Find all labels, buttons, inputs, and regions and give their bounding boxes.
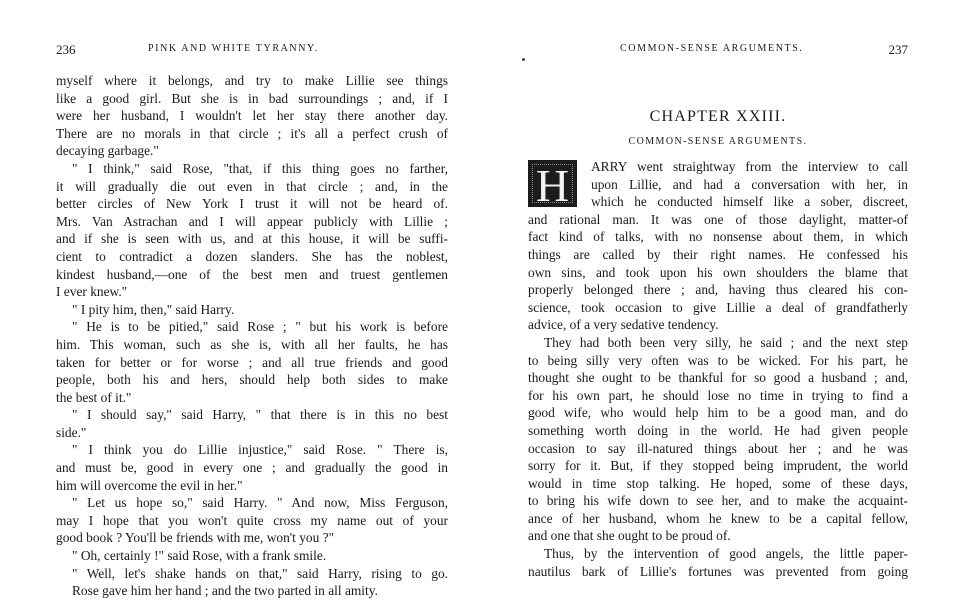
text-line: ance of her husband, whom he knew to be a capital fellow, (528, 510, 908, 526)
text-line: ARRY went straightway from the interview to call (591, 159, 908, 174)
text-line: kindest husband,—one of the best men and truest gentlemen (56, 266, 448, 282)
text-line: and must be, good in every one ; and gradually the good in (56, 460, 448, 476)
running-head (528, 42, 908, 58)
text-line: good wife, who would help him to be a good man, and do (528, 405, 908, 421)
text-line: and one that she ought to be proud of. (528, 528, 731, 544)
chapter-title: CHAPTER XXIII. (649, 108, 787, 125)
text-line: " He is to be pitied," said Rose ; " but his work is before (72, 319, 448, 335)
running-title: PINK AND WHITE TYRANNY. (148, 43, 319, 54)
text-line: " I pity him, then," said Harry. (72, 301, 235, 317)
text-line: things are called by their right names. He confessed his (528, 246, 908, 262)
text-line: better circles of New York I trust it will not be heard of. (56, 196, 448, 212)
page-number: 236 (56, 42, 76, 57)
text-line: thought she ought to be thankful for so good a husband ; and, (528, 370, 908, 386)
text-line: " Let us hope so," said Harry. " And now, Miss Ferguson, (72, 495, 448, 511)
text-line: science, took occasion to give Lillie a deal of grandfatherly (528, 299, 908, 315)
text-line: I ever knew." (56, 284, 128, 300)
ink-speck (522, 58, 525, 61)
text-line: Mrs. Van Astrachan and I will appear publicly with Lillie ; (56, 213, 448, 229)
running-head (56, 42, 448, 58)
text-line: properly belonged there ; and, having thus cleared his con- (528, 282, 908, 298)
text-line: like a good girl. But she is in bad surroundings ; and, if I (56, 90, 448, 106)
text-line: upon Lillie, and had a conversation with her, in (591, 176, 908, 192)
text-line: " I think you do Lillie injustice," said Rose. " There is, (72, 442, 448, 458)
page-number: 237 (888, 42, 908, 57)
text-line: to being silly very often was to be wicked. For his part, he (528, 352, 908, 368)
running-title: COMMON-SENSE ARGUMENTS. (620, 43, 804, 54)
text-line: the best of it." (56, 389, 132, 405)
text-line: fact kind of talks, with no nonsense about them, in which (528, 229, 908, 245)
text-line: him will overcome the evil in her." (56, 477, 243, 493)
text-line: myself where it belongs, and try to make Lillie see things (56, 73, 448, 88)
left-page (56, 0, 448, 599)
text-line: to bring his wife down to see her, and to make the acquaint- (528, 493, 908, 509)
text-line: were her husband, I wouldn't let her stay there another day. (56, 108, 448, 124)
text-line: " I should say," said Harry, " that there is in this no best (72, 407, 448, 423)
text-line: and if she is seen with us, and at this house, it will be suffi- (56, 231, 448, 247)
text-line: Thus, by the intervention of good angels, the little paper- (544, 546, 908, 562)
text-line: and rational man. It was one of those daylight, matter-of (528, 211, 908, 227)
text-line: Rose gave him her hand ; and the two parted in all amity. (72, 583, 378, 599)
text-line: would in time stop talking. He hoped, some of these days, (528, 475, 908, 491)
text-line: " Well, let's shake hands on that," said Harry, rising to go. (72, 565, 448, 581)
text-line: taken for better or for worse ; and all true friends and good (56, 354, 448, 370)
text-line: cient to contradict a dozen slanders. She has the noblest, (56, 248, 448, 264)
text-line: advice, of a very sedative tendency. (528, 317, 719, 333)
text-line: side." (56, 424, 87, 440)
text-line: him. This woman, such as she is, with all her faults, he has (56, 336, 448, 352)
text-line: own sins, and took upon his own shoulders the blame that (528, 264, 908, 280)
text-line: " I think," said Rose, "that, if this thing goes no farther, (72, 160, 448, 176)
text-line: occasion to say ill-natured things about her ; and he was (528, 440, 908, 456)
text-line: may I hope that you won't quite cross my name out of your (56, 512, 448, 528)
text-line: it will gradually die out even in that circle ; and, in the (56, 178, 448, 194)
chapter-subtitle: COMMON-SENSE ARGUMENTS. (628, 136, 808, 147)
body-text (56, 72, 448, 600)
text-line: which he conducted himself like a sober, discreet, (591, 194, 908, 210)
text-line: nautilus bark of Lillie's fortunes was prevented from going (528, 563, 908, 579)
text-line: decaying garbage." (56, 143, 159, 159)
text-line: good book ? You'll be friends with me, won't you ?" (56, 530, 335, 546)
text-line: for his own part, he should lose no time in trying to find a (528, 387, 908, 403)
body-text (528, 158, 908, 580)
text-line: people, both his and hers, should help both sides to make (56, 372, 448, 388)
text-line: sorry for it. But, if they stopped being imprudent, the world (528, 458, 908, 474)
text-line: There are no morals in that circle ; it's all a perfect crush of (56, 125, 448, 141)
text-line: " Oh, certainly !" said Rose, with a frank smile. (72, 548, 327, 564)
text-line: something worth doing in the world. He had given people (528, 422, 908, 438)
right-page (528, 0, 908, 581)
drop-cap-initial: H (528, 160, 577, 207)
text-line: They had both been very silly, he said ; and the next step (544, 334, 908, 350)
